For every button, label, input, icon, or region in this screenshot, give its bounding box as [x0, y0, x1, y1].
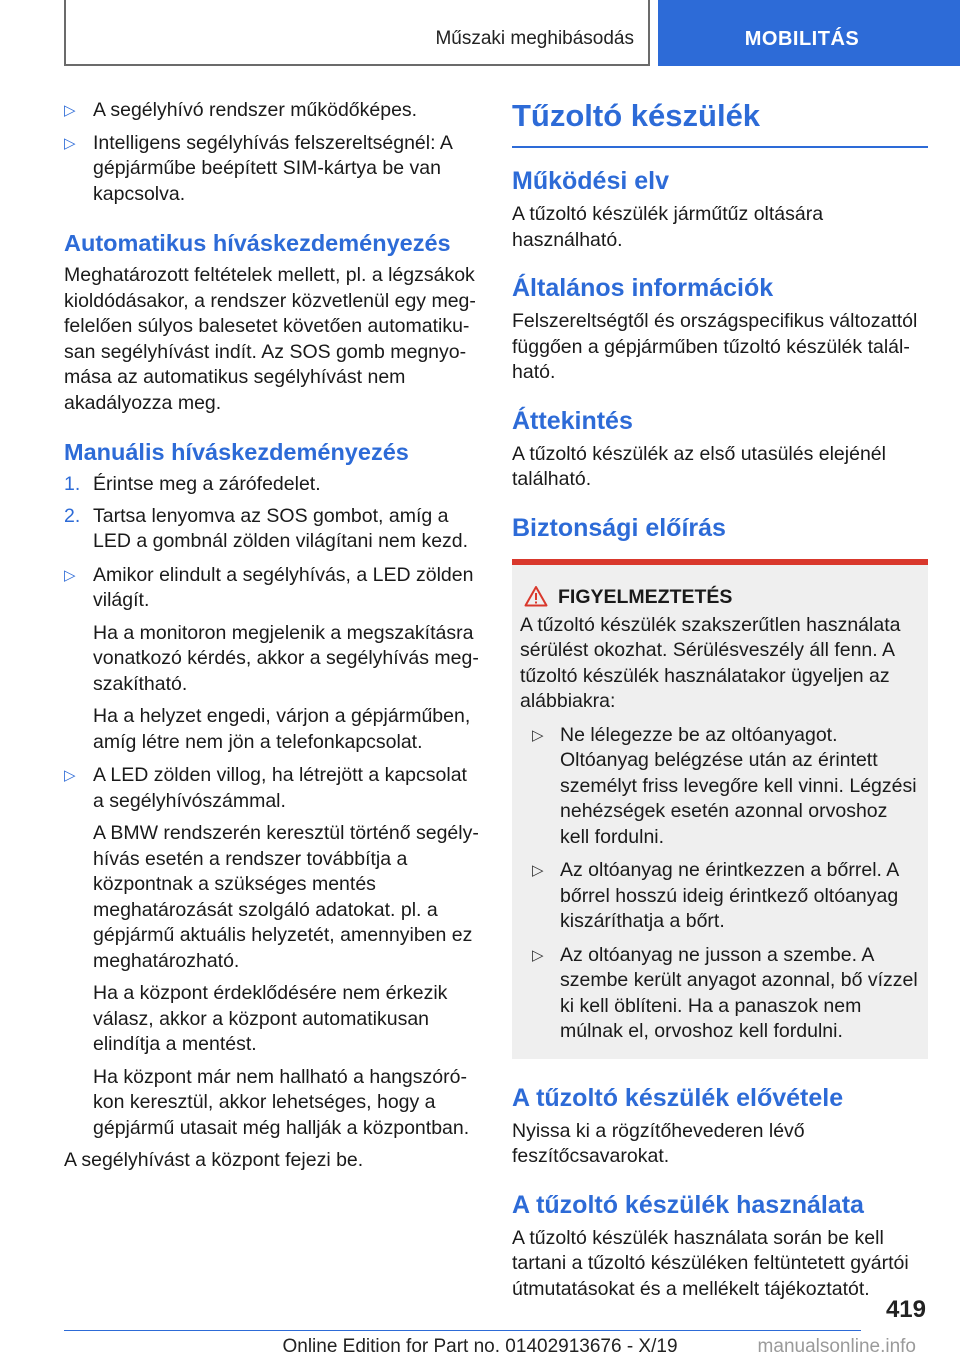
operating-principle-heading: Működési elv: [512, 167, 669, 195]
fire-extinguisher-title: Tűzoltó készülék: [512, 98, 928, 148]
list-item-text: Intelligens segélyhívás felszereltségnél: A gépjárműbe beépített SIM-kártya be van kapcsolva.: [93, 131, 452, 205]
list-item: [64, 563, 479, 756]
safety-heading: Biztonsági előírás: [512, 513, 726, 542]
step-number: 1.: [64, 473, 81, 495]
list-item-text: A LED zölden villog, ha létrejött a kapcsolat a segélyhívószámmal.: [93, 764, 467, 812]
right-column: [512, 98, 928, 1302]
triangle-marker-icon: ▷: [64, 767, 76, 784]
removal-heading: A tűzoltó készülék elővétele: [512, 1083, 844, 1112]
overview-heading: Áttekintés: [512, 406, 633, 435]
triangle-marker-icon: ▷: [64, 102, 76, 119]
triangle-marker-icon: ▷: [64, 566, 76, 584]
auto-call-heading: Automatikus híváskezdeményezés: [64, 230, 451, 256]
general-info-text: Felszereltségtől és országspecifikus változattól függően a gépjárműben tűzoltó készülék található.: [512, 310, 918, 383]
operating-principle-text: A tűzoltó készülék járműtűz oltására használható.: [512, 203, 824, 251]
warning-text: A tűzoltó készülék szakszerűtlen használata sérülést okozhat. Sérülésveszély áll fenn. A tűzoltó készülék használatakor ügyeljen az alábbiakra:: [520, 613, 901, 712]
list-item-text: A segélyhívó rendszer működőképes.: [93, 99, 418, 121]
general-info-heading: Általános információk: [512, 274, 774, 302]
step-item: [64, 472, 479, 498]
list-item-paragraph: Ha a központ érdeklődésére nem érkezik válasz, akkor a központ automatikusan elindítja a mentést.: [93, 982, 448, 1055]
list-item-paragraph: Ha a monitoron megjelenik a megszakításra vonatkozó kérdés, akkor a segélyhívás megszakítható.: [93, 621, 479, 695]
warning-title: [520, 585, 920, 609]
removal-text: Nyissa ki a rögzítőhevederen lévő feszítőcsavarokat.: [512, 1119, 805, 1167]
triangle-marker-icon: ▷: [532, 726, 544, 744]
warning-item-text: Ne lélegezze be az oltóanyagot. Oltóanyag belégzése után az érintett személyt friss levegőre kell vinni. Légzési nehézségek esetén azonnal orvoshoz kell fordulni.: [560, 723, 917, 848]
list-item-paragraph: Ha a helyzet engedi, várjon a gépjárműben, amíg létre nem jön a telefonkapcsolat.: [93, 705, 471, 753]
warning-box: [512, 559, 928, 1059]
closing-text: A segélyhívást a központ fejezi be.: [64, 1149, 364, 1171]
triangle-marker-icon: ▷: [532, 862, 544, 879]
triangle-marker-icon: ▷: [64, 134, 76, 152]
auto-call-text: Meghatározott feltételek mellett, pl. a légzsákok kioldódásakor, a rendszer közvetlenül egy megfelelően súlyos balesetet követően automatikusan segélyhívást indít. Az SOS gomb megnyomása az automatikus segélyhívást nem akadályozza meg.: [64, 264, 476, 414]
step-text: Tartsa lenyomva az SOS gombot, amíg a LED a gombnál zölden világítani nem kezd.: [93, 504, 469, 552]
section-title: Műszaki meghibásodás: [435, 28, 634, 49]
chapter-tab[interactable]: [658, 0, 960, 66]
warning-item-text: Az oltóanyag ne jusson a szembe. A szembe került anyagot azonnal, bő vízzel ki kell öblíteni. Ha a panaszok nem múlnak el, orvoshoz kell fordulni.: [560, 943, 918, 1042]
list-item-paragraph: A BMW rendszerén keresztül történő segélyhívás esetén a rendszer továbbítja a központnak a szükséges mentés meghatározását szolgáló adatokat. pl. a gépjármű aktuális helyzetét, amennyiben ez meghatározható.: [93, 822, 479, 972]
warning-item: [520, 943, 920, 1045]
step-text: Érintse meg a zárófedelet.: [93, 473, 321, 495]
overview-text: A tűzoltó készülék az első utasülés elejénél található.: [512, 442, 886, 490]
list-item: [64, 131, 479, 208]
usage-heading: A tűzoltó készülék használata: [512, 1190, 864, 1219]
footer-divider: [64, 1330, 861, 1331]
watermark: manualsonline.info: [757, 1336, 916, 1357]
triangle-marker-icon: ▷: [532, 946, 544, 964]
page-number: 419: [885, 1296, 926, 1323]
warning-triangle-icon: [524, 585, 548, 607]
list-item-text: Amikor elindult a segélyhívás, a LED zölden világít.: [93, 563, 474, 611]
list-item-paragraph: Ha központ már nem hallható a hangszórókon keresztül, akkor lehetséges, hogy a gépjármű utasait még hallják a központban.: [93, 1065, 470, 1139]
list-item: [64, 98, 479, 124]
manual-call-heading: Manuális híváskezdeményezés: [64, 439, 409, 465]
edition-text: Online Edition for Part no. 01402913676 - X/19: [282, 1336, 678, 1357]
warning-title-text: FIGYELMEZTETÉS: [558, 585, 733, 608]
header-section-box: [64, 0, 650, 66]
step-item: [64, 504, 479, 555]
warning-item: [520, 858, 920, 935]
chapter-tab-label: MOBILITÁS: [744, 28, 860, 50]
left-column: [64, 98, 479, 1174]
step-number: 2.: [64, 504, 81, 527]
list-item: [64, 763, 479, 1141]
usage-text: A tűzoltó készülék használata során be kell tartani a tűzoltó készüléken feltüntetett gyártói útmutatásokat és a mellékelt tájékoztatót.: [512, 1226, 909, 1300]
warning-item: [520, 723, 920, 851]
warning-item-text: Az oltóanyag ne érintkezzen a bőrrel. A bőrrel hosszú ideig érintkező oltóanyag kiszáríthatja a bőrt.: [560, 859, 899, 932]
